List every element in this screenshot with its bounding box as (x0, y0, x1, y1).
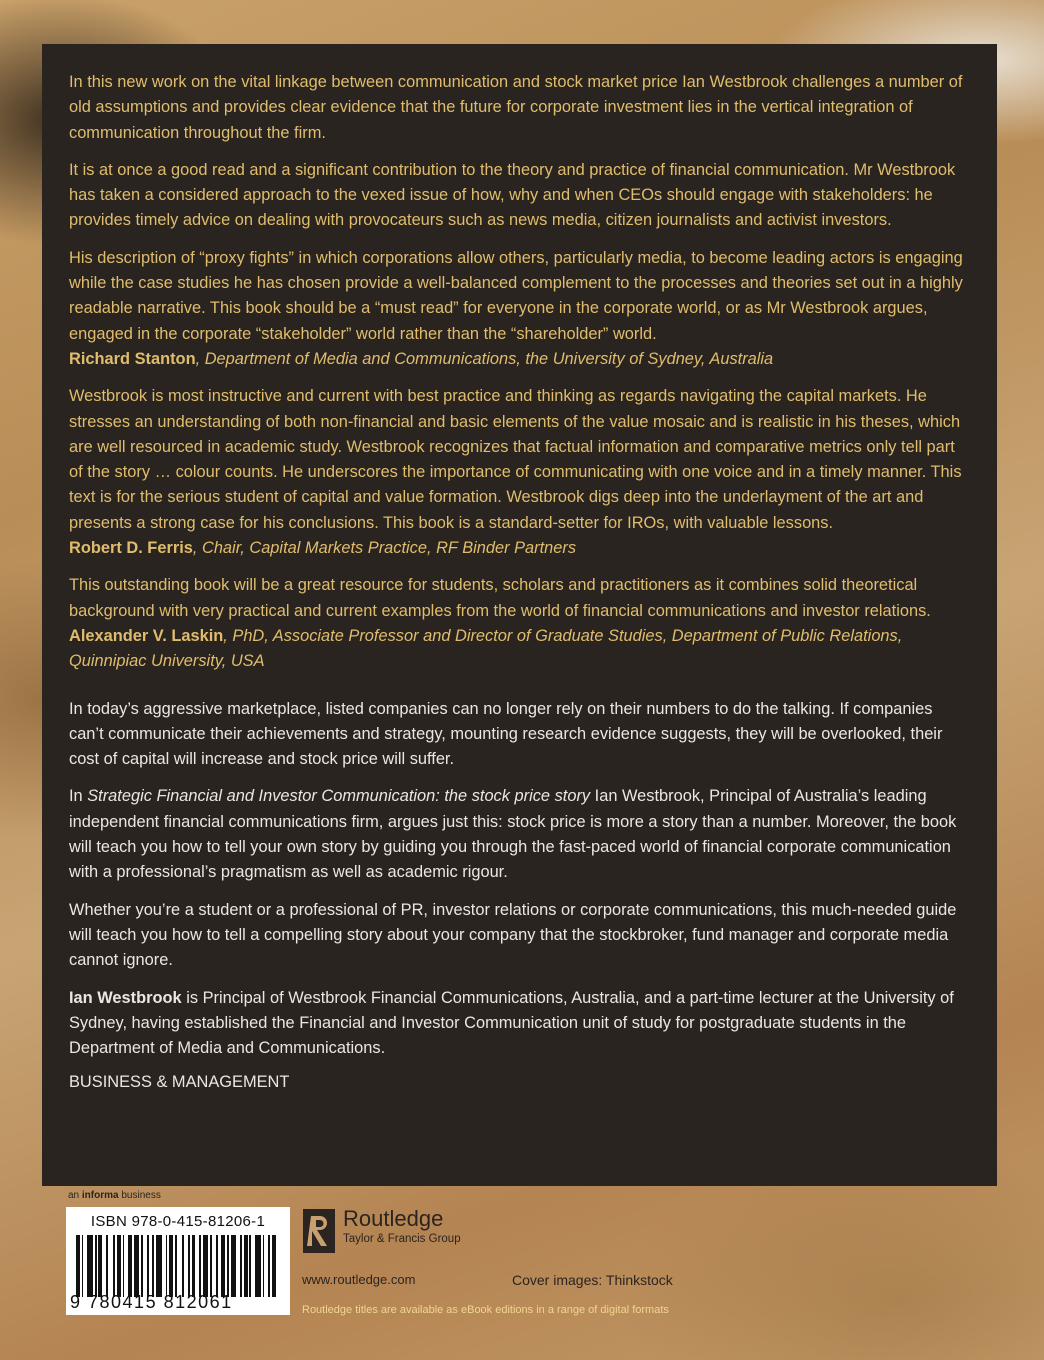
review-paragraph: Westbrook is most instructive and current with best practice and thinking as regards navigating the capital markets. He stresses an understanding of both non-financial and basic elements of the value mosaic and is realistic in his theses, which are well resourced in academic study. Westbrook recognizes that factual information and comparative metrics only tell part of the story … colour counts. He underscores the importance of communicating with one voice and in a timely manner. This text is for the serious student of capital and value formation. Westbrook digs deep into the underlayment of the art and presents a strong case for his conclusions. This book is a standard-setter for IROs, with valuable lessons. (69, 387, 962, 532)
review-attribution (69, 347, 970, 372)
description-paragraph: In today’s aggressive marketplace, listed companies can no longer rely on their numbers to do the talking. If companies can’t communicate their achievements and strategy, mounting research evidence suggests, they will be overlooked, their cost of capital will increase and stock price will suffer. (69, 699, 943, 769)
cover-footer (0, 1186, 1044, 1360)
book-title: Strategic Financial and Investor Communication: the stock price story (87, 787, 591, 806)
informa-prefix: an (68, 1190, 82, 1201)
informa-tagline (68, 1190, 161, 1201)
barcode-bar (276, 1235, 280, 1297)
reviewer-affiliation: , PhD, Associate Professor and Director of Graduate Studies, Department of Public Relations, Quinnipiac University, USA (69, 626, 903, 671)
review-paragraph: This outstanding book will be a great resource for students, scholars and practitioners as it combines solid theoretical background with very practical and current examples from the world of financial communications and investor relations. (69, 576, 931, 620)
publisher-name: Routledge (343, 1206, 444, 1231)
review-attribution (69, 624, 970, 675)
informa-word: informa (81, 1190, 119, 1201)
reviewer-affiliation: , Department of Media and Communications, the University of Sydney, Australia (195, 349, 774, 368)
back-cover-panel (42, 44, 997, 1186)
isbn-label: ISBN 978-0-415-81206-1 (90, 1213, 266, 1230)
review-paragraph: In this new work on the vital linkage between communication and stock market price Ian Westbrook challenges a number of old assumptions and provides clear evidence that the future for corporate investment lies in the vertical integration of communication throughout the firm. (69, 73, 963, 142)
barcode-box (66, 1207, 290, 1315)
author-bio (69, 986, 970, 1062)
publisher-brand (343, 1206, 461, 1245)
review-paragraph: His description of “proxy fights” in which corporations allow others, particularly media, to become leading actors is engaging while the case studies he has chosen provide a well-balanced complement to the processes and theories set out in a highly readable narrative. This book should be a “must read” for everyone in the corporate world, or as Mr Westbrook argues, engaged in the corporate “stakeholder” world rather than the “shareholder” world. (69, 248, 963, 343)
author-name: Ian Westbrook (69, 988, 182, 1007)
barcode-bars (76, 1235, 280, 1297)
barcode-number: 9 780415 812061 (70, 1292, 233, 1312)
publisher-url[interactable]: www.routledge.com (302, 1272, 416, 1287)
description-paragraph (69, 784, 970, 885)
description-paragraph: Whether you’re a student or a professional of PR, investor relations or corporate communications, this much-needed guide will teach you how to tell a compelling story about your company that the stockbroker, fund manager and corporate media cannot ignore. (69, 900, 957, 970)
review-paragraph: It is at once a good read and a significant contribution to the theory and practice of financial communication. Mr Westbrook has taken a considered approach to the vexed issue of how, why and when CEOs should engage with stakeholders: he provides timely advice on dealing with provocateurs such as news media, citizen journalists and activist investors. (69, 160, 956, 230)
routledge-logo-icon (302, 1208, 336, 1254)
description-text: In (69, 787, 88, 806)
reviewer-name: Richard Stanton (69, 349, 196, 368)
reviewer-affiliation: , Chair, Capital Markets Practice, RF Binder Partners (192, 539, 577, 558)
reviewer-name: Robert D. Ferris (69, 539, 193, 558)
publisher-group: Taylor & Francis Group (343, 1233, 461, 1245)
reviewer-name: Alexander V. Laskin (69, 626, 224, 645)
subject-category: BUSINESS & MANAGEMENT (69, 1073, 290, 1092)
ebook-note: Routledge titles are available as eBook editions in a range of digital formats (302, 1304, 669, 1316)
informa-suffix: business (118, 1190, 161, 1201)
cover-credit: Cover images: Thinkstock (512, 1272, 673, 1288)
description-text: Ian Westbrook, Principal of Australia’s leading independent financial communications firm, argues just this: stock price is more a story than a number. Moreover, the book will teach you how to tell your own story by guiding you through the fast-paced world of financial corporate communication with a professional’s pragmatism as well as academic rigour. (69, 787, 957, 882)
author-bio-text: is Principal of Westbrook Financial Communications, Australia, and a part-time lecturer at the University of Sydney, having established the Financial and Investor Communication unit of study for postgraduate students in the Department of Media and Communications. (69, 988, 954, 1058)
review-attribution (69, 536, 970, 561)
